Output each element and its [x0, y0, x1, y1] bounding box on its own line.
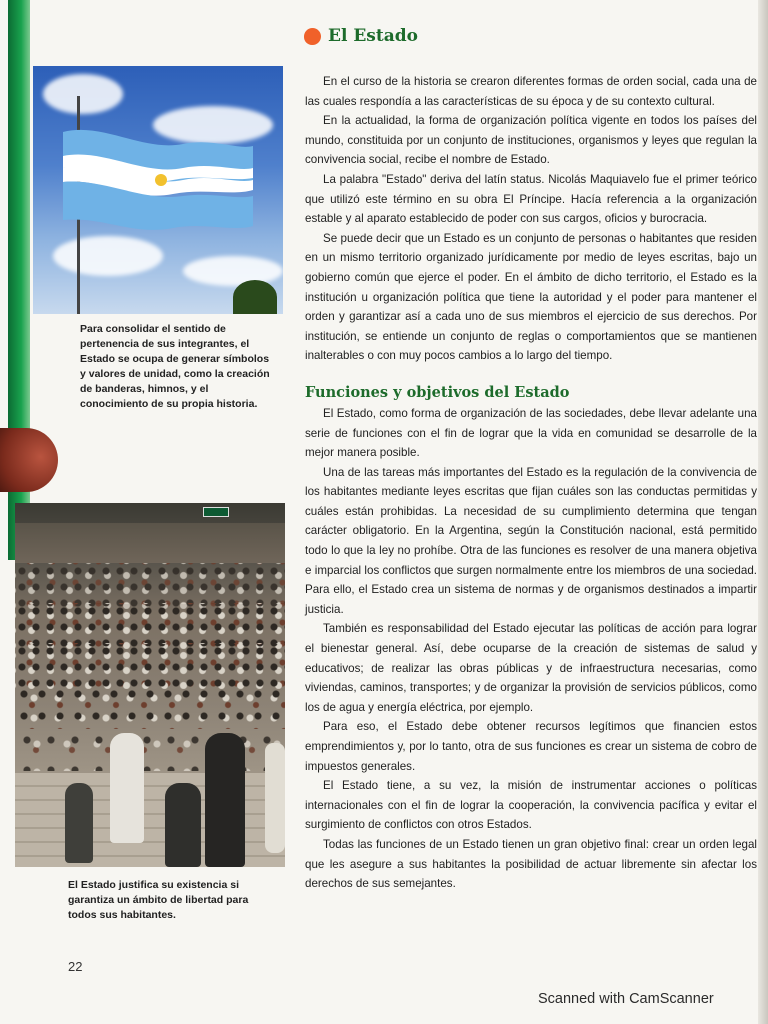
crowd-photo [15, 503, 285, 867]
page-number: 22 [68, 959, 83, 974]
orange-bullet-icon [304, 28, 321, 45]
paragraph: En la actualidad, la forma de organización política vigente en todos los países del mundo, constituida por un conjunto de instituciones, organismos y leyes que regulan la convivencia social, recibe el nombre de Estado. [305, 114, 757, 167]
flag-icon [63, 122, 253, 242]
paragraph: Una de las tareas más importantes del Estado es la regulación de la convivencia de los habitantes mediante leyes escritas que fijan cuáles son las conductas permitidas y cuáles están prohibidas. La necesidad de su cumplimiento determina que tengan carácter obligatorio. En la Argentina, según la Constitución nacional, está permitido todo lo que la ley no prohíbe. Otra de las funciones es resolver de una manera objetiva e imparcial los conflictos que surgen normalmente entre los miembros de una sociedad. Para ello, el Estado crea un sistema de normas y de organismos destinados a impartir justicia. [305, 465, 757, 616]
section-title: El Estado [328, 26, 418, 46]
paragraph: La palabra "Estado" deriva del latín status. Nicolás Maquiavelo fue el primer teórico que utilizó este término en su obra El Príncipe. Hacía referencia a la organización estable y al aparato establecido de poder con sus cargos, oficios y burocracia. [305, 172, 757, 226]
paragraph: También es responsabilidad del Estado ejecutar las políticas de acción para lograr el bienestar general. Así, debe ocuparse de la creación de sistemas de salud y educativos; de realizar las obras públicas y de infraestructura necesarias, como viviendas, caminos, transportes; y de organizar la provisión de servicios públicos, como los de agua y energía eléctrica, por ejemplo. [305, 622, 757, 714]
crowd-caption: El Estado justifica su existencia si garantiza un ámbito de libertad para todos sus habitantes. [68, 879, 249, 921]
paragraph: Se puede decir que un Estado es un conjunto de personas o habitantes que residen en un mismo territorio organizado jurídicamente por medio de leyes escritas, bajo un gobierno común que ejerce el poder. En el ámbito de dicho territorio, el Estado es la institución u organización política que tiene la autoridad y el poder para mantener el orden y garantizar así a cada uno de sus miembros el ejercicio de sus derechos. Por institución, se entiende un conjunto de reglas o comportamientos que se mantienen inalterables o con muy pocos cambios a lo largo del tiempo. [305, 231, 757, 363]
main-text [305, 72, 757, 894]
paragraph: El Estado, como forma de organización de las sociedades, debe llevar adelante una serie de funciones con el fin de lograr que la vida en comunidad se desarrolle de la mejor manera posible. [305, 406, 757, 460]
paragraph: En el curso de la historia se crearon diferentes formas de orden social, cada una de las cuales respondía a las características de su época y de su contexto cultural. [305, 75, 757, 108]
paragraph: Para eso, el Estado debe obtener recursos legítimos que financien estos emprendimientos y, por lo tanto, otra de sus funciones es crear un sistema de cobro de impuestos generales. [305, 720, 757, 773]
paragraph: El Estado tiene, a su vez, la misión de instrumentar acciones o políticas internacionales con el fin de lograr la cooperación, la convivencia pacífica y evitar el surgimiento de conflictos con otros Estados. [305, 779, 757, 832]
paragraph: Todas las funciones de un Estado tienen un gran objetivo final: crear un orden legal que les asegure a sus habitantes la posibilidad de actuar libremente sin afectar los derechos de sus semejantes. [305, 837, 757, 891]
argentine-flag-photo [33, 66, 283, 314]
thumb [0, 428, 58, 492]
scanner-watermark: Scanned with CamScanner [538, 991, 714, 1007]
page-edge [758, 0, 768, 1024]
flag-caption: Para consolidar el sentido de pertenencia de sus integrantes, el Estado se ocupa de generar símbolos y valores de unidad, como la creación de banderas, himnos, y el conocimiento de su propia historia. [80, 323, 270, 410]
subsection-title: Funciones y objetivos del Estado [305, 383, 570, 401]
